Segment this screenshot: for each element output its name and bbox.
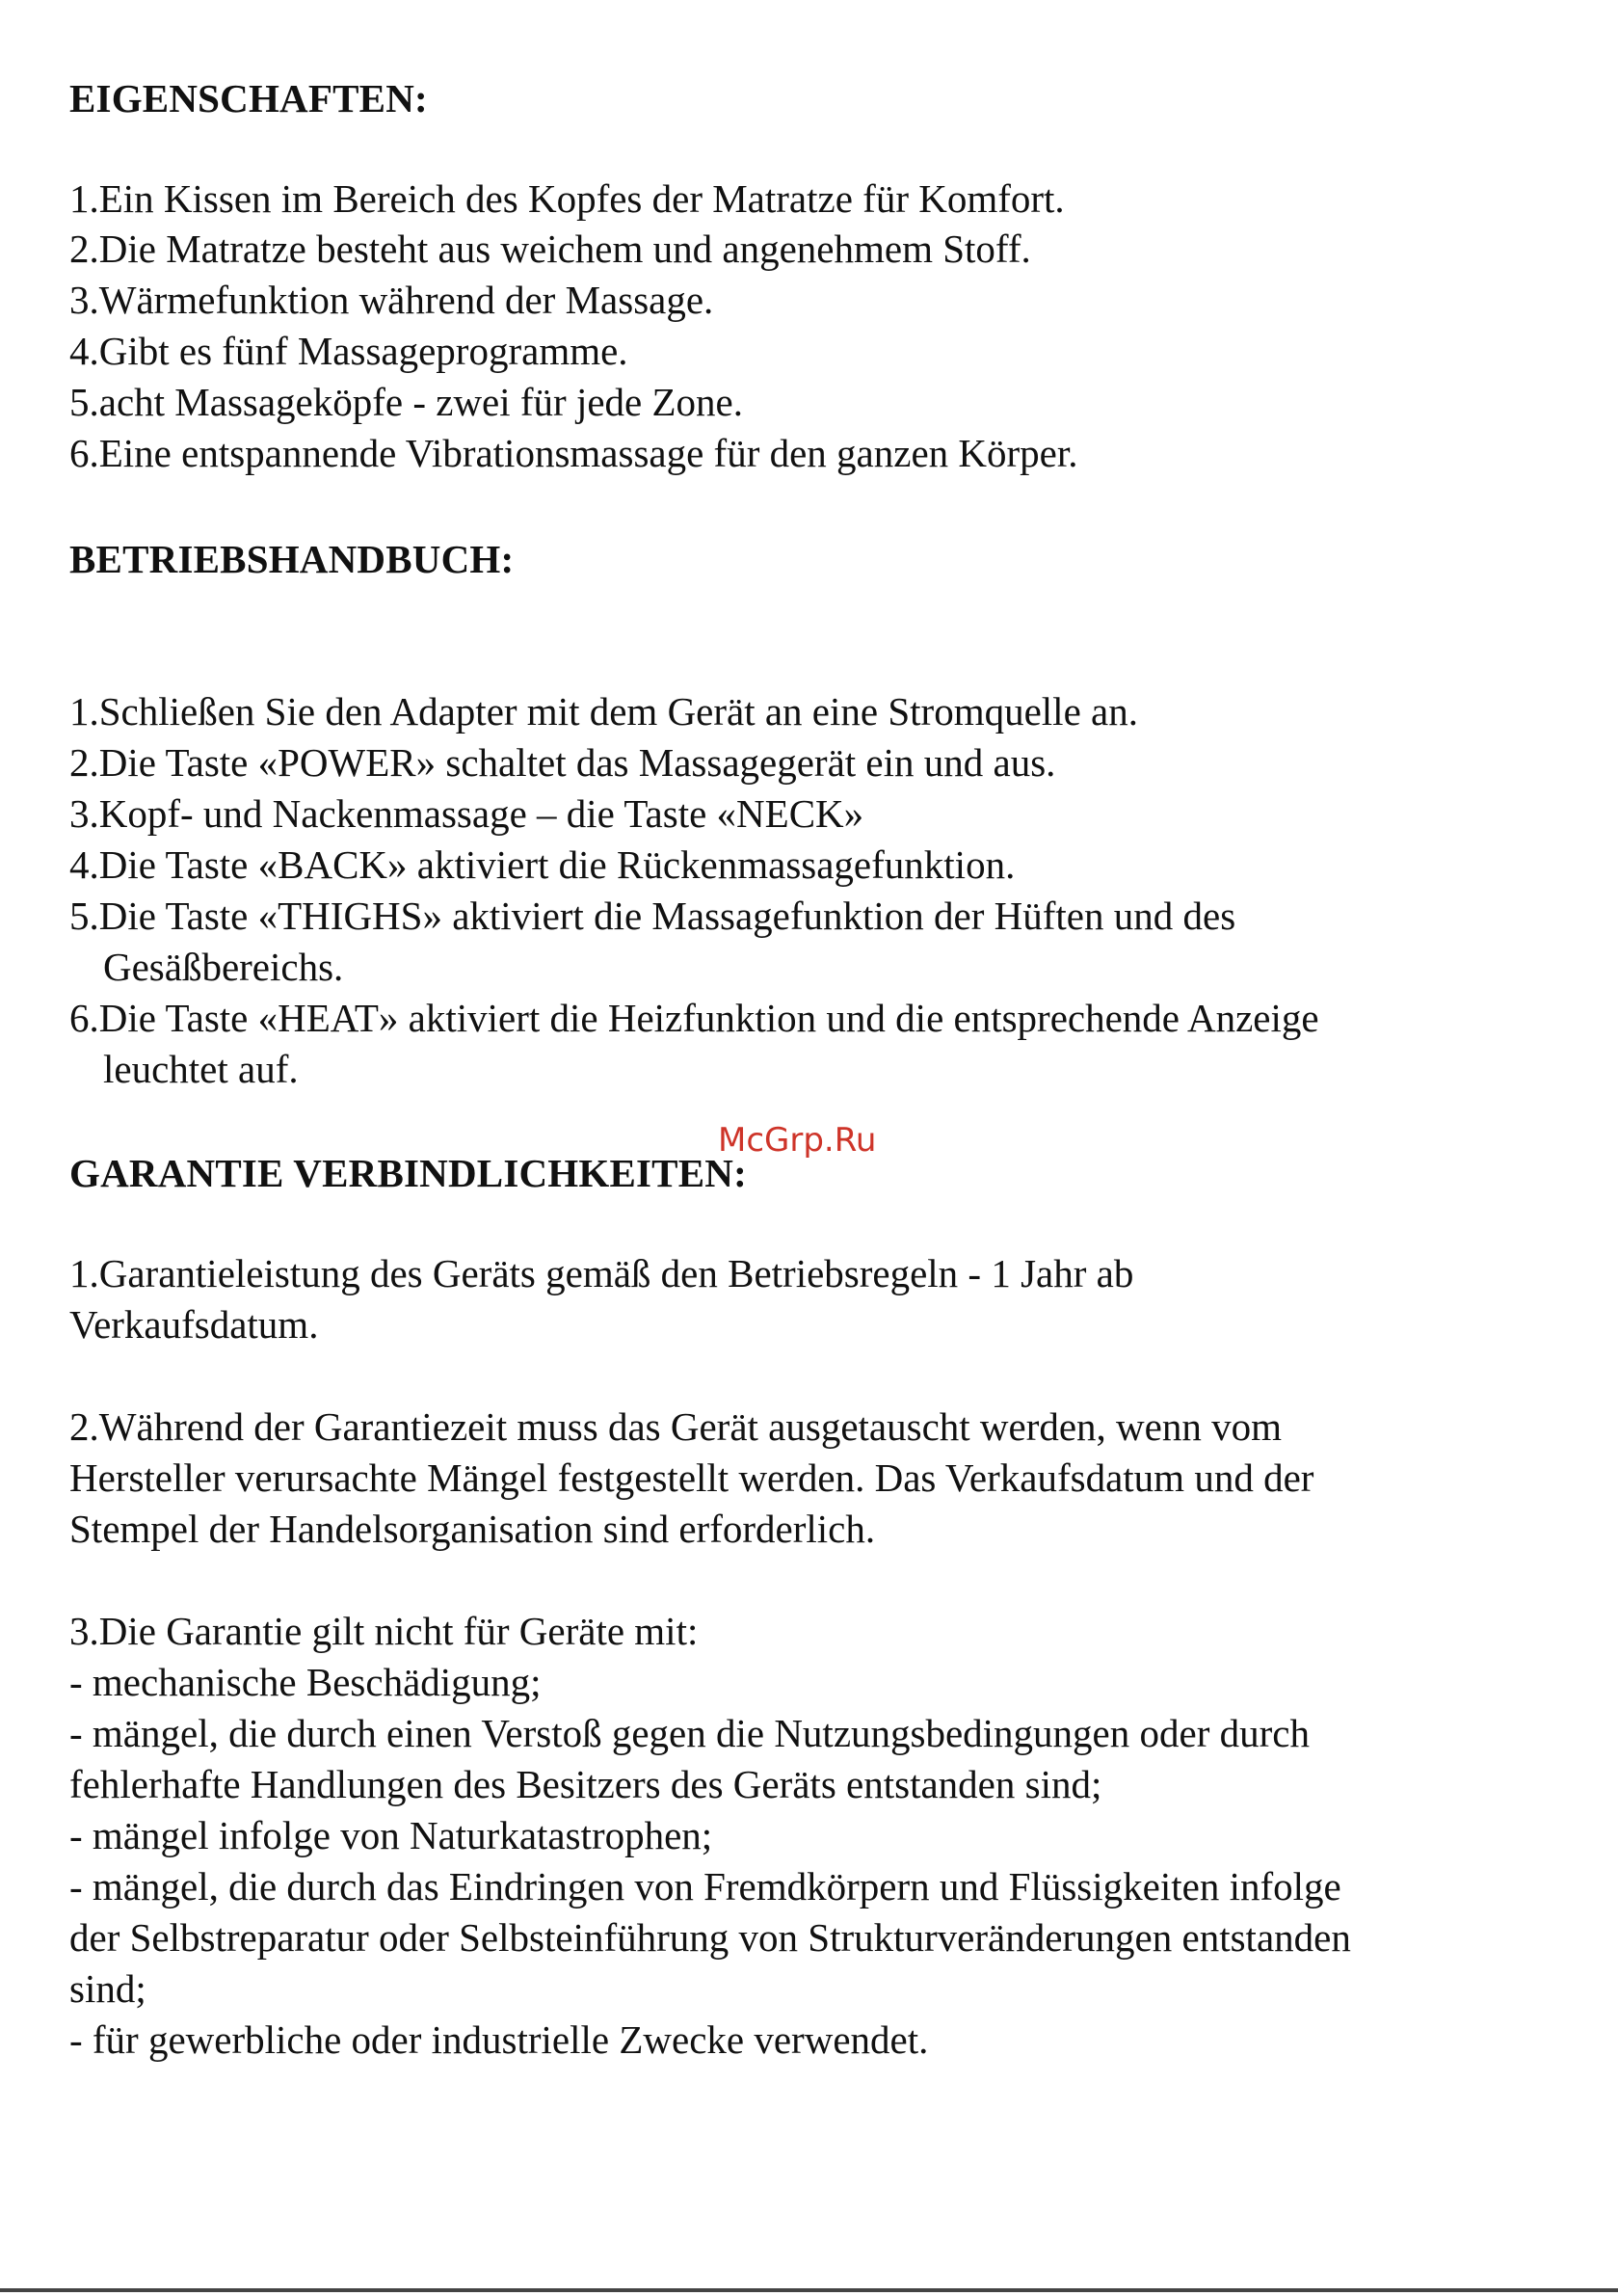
paragraph-line: - mechanische Beschädigung; [69,1660,542,1704]
list-item: 5.Die Taste «THIGHS» aktiviert die Massagefunktion der Hüften und des [69,894,1236,938]
list-item: 1.Ein Kissen im Bereich des Kopfes der Matratze für Komfort. [69,176,1065,221]
heading-betriebshandbuch: BETRIEBSHANDBUCH: [69,537,515,581]
paragraph-line: Stempel der Handelsorganisation sind erforderlich. [69,1507,876,1551]
paragraph-line: - für gewerbliche oder industrielle Zwecke verwendet. [69,2017,929,2062]
watermark: McGrp.Ru [718,1121,877,1160]
bottom-divider [0,2288,1618,2292]
paragraph-line: fehlerhafte Handlungen des Besitzers des Geräts entstanden sind; [69,1762,1102,1806]
list-item: 6.Eine entspannende Vibrationsmassage für den ganzen Körper. [69,431,1078,475]
list-item-continuation: leuchtet auf. [103,1047,299,1091]
paragraph-line: Verkaufsdatum. [69,1302,319,1347]
list-item: 3.Kopf- und Nackenmassage – die Taste «NECK» [69,791,864,836]
list-item: 4.Gibt es fünf Massageprogramme. [69,329,628,373]
paragraph-line: - mängel, die durch einen Verstoß gegen die Nutzungsbedingungen oder durch [69,1711,1310,1755]
paragraph-line: der Selbstreparatur oder Selbsteinführung von Strukturveränderungen entstanden [69,1915,1351,1960]
paragraph-line: 1.Garantieleistung des Geräts gemäß den Betriebsregeln - 1 Jahr ab [69,1251,1134,1295]
list-item: 2.Die Taste «POWER» schaltet das Massagegerät ein und aus. [69,740,1056,785]
list-item: 1.Schließen Sie den Adapter mit dem Gerät an eine Stromquelle an. [69,689,1138,734]
paragraph-line: 3.Die Garantie gilt nicht für Geräte mit: [69,1609,699,1653]
paragraph-line: - mängel infolge von Naturkatastrophen; [69,1813,713,1857]
list-item: 5.acht Massageköpfe - zwei für jede Zone. [69,380,743,424]
list-item-continuation: Gesäßbereichs. [103,945,344,989]
list-item: 2.Die Matratze besteht aus weichem und angenehmem Stoff. [69,227,1031,271]
list-item: 3.Wärmefunktion während der Massage. [69,278,714,322]
heading-eigenschaften: EIGENSCHAFTEN: [69,76,428,120]
heading-garantie: GARANTIE VERBINDLICHKEITEN: [69,1151,747,1195]
list-item: 6.Die Taste «HEAT» aktiviert die Heizfunktion und die entsprechende Anzeige [69,996,1319,1040]
paragraph-line: - mängel, die durch das Eindringen von Fremdkörpern und Flüssigkeiten infolge [69,1864,1341,1909]
paragraph-line: Hersteller verursachte Mängel festgestellt werden. Das Verkaufsdatum und der [69,1455,1314,1500]
paragraph-line: 2.Während der Garantiezeit muss das Gerät ausgetauscht werden, wenn vom [69,1404,1283,1449]
paragraph-line: sind; [69,1966,146,2011]
list-item: 4.Die Taste «BACK» aktiviert die Rückenmassagefunktion. [69,842,1016,887]
